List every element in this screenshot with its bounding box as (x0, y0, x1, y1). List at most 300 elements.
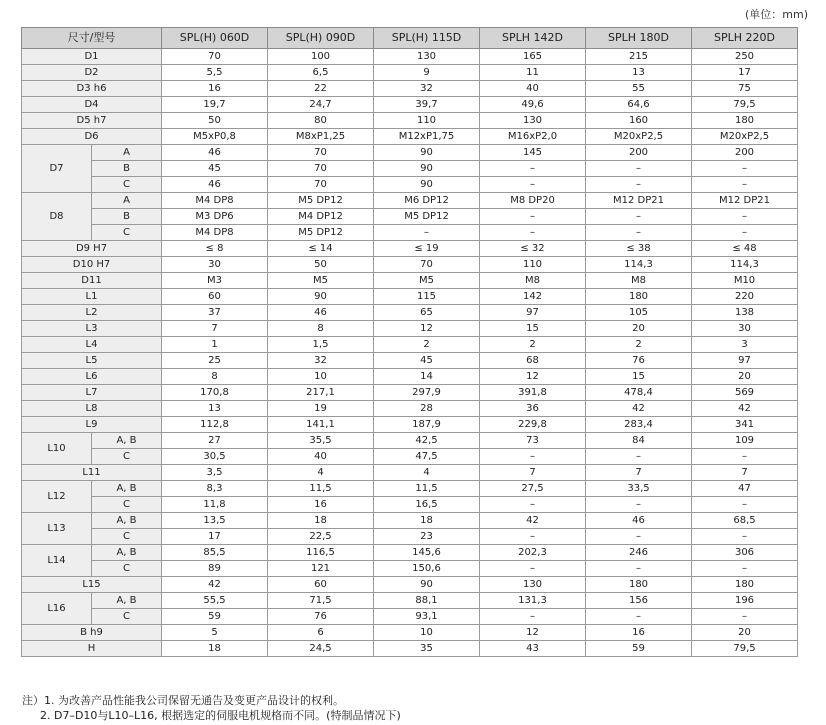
value-cell: M3 DP6 (162, 209, 268, 225)
value-cell: 180 (692, 577, 798, 593)
header-model-cell: SPL(H) 090D (268, 28, 374, 49)
row-sublabel-cell: A, B (92, 593, 162, 609)
value-cell: 79,5 (692, 97, 798, 113)
value-cell: 4 (268, 465, 374, 481)
row-sublabel-cell: A (92, 145, 162, 161)
value-cell: M5 DP12 (374, 209, 480, 225)
value-cell: 39,7 (374, 97, 480, 113)
value-cell: 5 (162, 625, 268, 641)
row-sublabel-cell: C (92, 177, 162, 193)
value-cell: – (692, 209, 798, 225)
row-label-cell: L13 (22, 513, 92, 545)
value-cell: 70 (162, 49, 268, 65)
value-cell: 10 (374, 625, 480, 641)
value-cell: 84 (586, 433, 692, 449)
value-cell: 15 (586, 369, 692, 385)
value-cell: 391,8 (480, 385, 586, 401)
value-cell: 246 (586, 545, 692, 561)
value-cell: M5xP0,8 (162, 129, 268, 145)
value-cell: 200 (586, 145, 692, 161)
value-cell: 32 (374, 81, 480, 97)
row-sublabel-cell: C (92, 497, 162, 513)
value-cell: 569 (692, 385, 798, 401)
value-cell: 16 (162, 81, 268, 97)
value-cell: 75 (692, 81, 798, 97)
value-cell: 70 (268, 177, 374, 193)
header-model-cell: SPLH 142D (480, 28, 586, 49)
table-row (22, 449, 798, 465)
value-cell: 71,5 (268, 593, 374, 609)
value-cell: – (480, 497, 586, 513)
row-label-cell: D5 h7 (22, 113, 162, 129)
table-row (22, 145, 798, 161)
value-cell: 11,5 (268, 481, 374, 497)
row-sublabel-cell: C (92, 609, 162, 625)
value-cell: 89 (162, 561, 268, 577)
row-label-cell: D2 (22, 65, 162, 81)
value-cell: – (480, 529, 586, 545)
row-sublabel-cell: C (92, 449, 162, 465)
row-label-cell: D6 (22, 129, 162, 145)
header-corner-cell: 尺寸/型号 (22, 28, 162, 49)
value-cell: 5,5 (162, 65, 268, 81)
value-cell: 116,5 (268, 545, 374, 561)
row-label-cell: L4 (22, 337, 162, 353)
table-row (22, 433, 798, 449)
value-cell: M12xP1,75 (374, 129, 480, 145)
value-cell: 7 (692, 465, 798, 481)
value-cell: – (586, 529, 692, 545)
value-cell: 19 (268, 401, 374, 417)
value-cell: 90 (374, 145, 480, 161)
table-row (22, 225, 798, 241)
value-cell: 20 (692, 369, 798, 385)
value-cell: 85,5 (162, 545, 268, 561)
value-cell: 19,7 (162, 97, 268, 113)
row-label-cell: B h9 (22, 625, 162, 641)
value-cell: – (480, 561, 586, 577)
table-row (22, 353, 798, 369)
value-cell: 130 (480, 577, 586, 593)
value-cell: 283,4 (586, 417, 692, 433)
value-cell: 109 (692, 433, 798, 449)
value-cell: 80 (268, 113, 374, 129)
value-cell: 165 (480, 49, 586, 65)
value-cell: M16xP2,0 (480, 129, 586, 145)
value-cell: 9 (374, 65, 480, 81)
row-label-cell: L1 (22, 289, 162, 305)
value-cell: 2 (480, 337, 586, 353)
unit-label: (单位：mm) (744, 8, 808, 21)
value-cell: M5 DP12 (268, 225, 374, 241)
header-model-cell: SPL(H) 060D (162, 28, 268, 49)
value-cell: 187,9 (374, 417, 480, 433)
value-cell: 105 (586, 305, 692, 321)
value-cell: 43 (480, 641, 586, 657)
value-cell: 46 (268, 305, 374, 321)
value-cell: 130 (480, 113, 586, 129)
table-row (22, 177, 798, 193)
value-cell: M5 (374, 273, 480, 289)
value-cell: 156 (586, 593, 692, 609)
value-cell: 35,5 (268, 433, 374, 449)
row-sublabel-cell: A, B (92, 433, 162, 449)
row-label-cell: L3 (22, 321, 162, 337)
value-cell: 229,8 (480, 417, 586, 433)
value-cell: 17 (162, 529, 268, 545)
value-cell: 46 (162, 177, 268, 193)
value-cell: 46 (162, 145, 268, 161)
value-cell: 15 (480, 321, 586, 337)
value-cell: ≤ 19 (374, 241, 480, 257)
value-cell: 1 (162, 337, 268, 353)
value-cell: 46 (586, 513, 692, 529)
value-cell: – (480, 449, 586, 465)
value-cell: 100 (268, 49, 374, 65)
row-sublabel-cell: C (92, 225, 162, 241)
row-label-cell: D8 (22, 193, 92, 241)
row-label-cell: L12 (22, 481, 92, 513)
value-cell: 25 (162, 353, 268, 369)
table-row (22, 289, 798, 305)
value-cell: – (692, 497, 798, 513)
row-sublabel-cell: C (92, 561, 162, 577)
value-cell: – (692, 161, 798, 177)
table-row (22, 497, 798, 513)
value-cell: 79,5 (692, 641, 798, 657)
value-cell: 2 (586, 337, 692, 353)
value-cell: 24,5 (268, 641, 374, 657)
value-cell: 93,1 (374, 609, 480, 625)
table-row (22, 129, 798, 145)
value-cell: 35 (374, 641, 480, 657)
value-cell: – (480, 161, 586, 177)
value-cell: M20xP2,5 (692, 129, 798, 145)
value-cell: 50 (162, 113, 268, 129)
row-label-cell: L16 (22, 593, 92, 625)
table-row (22, 337, 798, 353)
value-cell: 121 (268, 561, 374, 577)
table-row (22, 273, 798, 289)
value-cell: M3 (162, 273, 268, 289)
value-cell: 180 (586, 577, 692, 593)
value-cell: 145,6 (374, 545, 480, 561)
value-cell: 138 (692, 305, 798, 321)
table-row (22, 529, 798, 545)
value-cell: 341 (692, 417, 798, 433)
value-cell: 11 (480, 65, 586, 81)
value-cell: 90 (374, 177, 480, 193)
value-cell: 68 (480, 353, 586, 369)
value-cell: 11,8 (162, 497, 268, 513)
value-cell: 16 (268, 497, 374, 513)
value-cell: M12 DP21 (692, 193, 798, 209)
value-cell: 141,1 (268, 417, 374, 433)
row-label-cell: L7 (22, 385, 162, 401)
table-row (22, 369, 798, 385)
value-cell: 55 (586, 81, 692, 97)
value-cell: 20 (692, 625, 798, 641)
table-row (22, 401, 798, 417)
table-row (22, 545, 798, 561)
value-cell: – (692, 225, 798, 241)
value-cell: – (586, 177, 692, 193)
value-cell: – (692, 529, 798, 545)
value-cell: 7 (586, 465, 692, 481)
value-cell: 200 (692, 145, 798, 161)
value-cell: – (692, 449, 798, 465)
row-sublabel-cell: C (92, 529, 162, 545)
value-cell: 45 (162, 161, 268, 177)
footnotes (22, 693, 401, 723)
table-row (22, 305, 798, 321)
value-cell: 3 (692, 337, 798, 353)
value-cell: 110 (480, 257, 586, 273)
value-cell: 13 (162, 401, 268, 417)
value-cell: M4 DP8 (162, 193, 268, 209)
table-row (22, 321, 798, 337)
value-cell: 4 (374, 465, 480, 481)
row-sublabel-cell: B (92, 209, 162, 225)
value-cell: M8xP1,25 (268, 129, 374, 145)
value-cell: 70 (374, 257, 480, 273)
table-row (22, 417, 798, 433)
value-cell: 2 (374, 337, 480, 353)
value-cell: 68,5 (692, 513, 798, 529)
value-cell: 3,5 (162, 465, 268, 481)
value-cell: 1,5 (268, 337, 374, 353)
value-cell: 64,6 (586, 97, 692, 113)
value-cell: 297,9 (374, 385, 480, 401)
value-cell: 16 (586, 625, 692, 641)
row-sublabel-cell: A, B (92, 513, 162, 529)
value-cell: M20xP2,5 (586, 129, 692, 145)
value-cell: 13,5 (162, 513, 268, 529)
value-cell: 90 (374, 161, 480, 177)
value-cell: 114,3 (692, 257, 798, 273)
value-cell: 8 (162, 369, 268, 385)
value-cell: 478,4 (586, 385, 692, 401)
value-cell: 42 (480, 513, 586, 529)
value-cell: 22 (268, 81, 374, 97)
value-cell: – (586, 609, 692, 625)
value-cell: 11,5 (374, 481, 480, 497)
value-cell: 145 (480, 145, 586, 161)
value-cell: 45 (374, 353, 480, 369)
row-label-cell: L14 (22, 545, 92, 577)
value-cell: 150,6 (374, 561, 480, 577)
header-model-cell: SPLH 220D (692, 28, 798, 49)
table-row (22, 481, 798, 497)
value-cell: 24,7 (268, 97, 374, 113)
value-cell: 60 (268, 577, 374, 593)
value-cell: 50 (268, 257, 374, 273)
value-cell: 47,5 (374, 449, 480, 465)
row-label-cell: D11 (22, 273, 162, 289)
value-cell: – (374, 225, 480, 241)
value-cell: 47 (692, 481, 798, 497)
row-label-cell: D10 H7 (22, 257, 162, 273)
value-cell: 180 (692, 113, 798, 129)
value-cell: 30 (692, 321, 798, 337)
value-cell: 6 (268, 625, 374, 641)
value-cell: 217,1 (268, 385, 374, 401)
value-cell: M4 DP8 (162, 225, 268, 241)
value-cell: 7 (480, 465, 586, 481)
value-cell: 142 (480, 289, 586, 305)
table-row (22, 641, 798, 657)
value-cell: 60 (162, 289, 268, 305)
value-cell: 40 (480, 81, 586, 97)
value-cell: 88,1 (374, 593, 480, 609)
value-cell: 76 (268, 609, 374, 625)
value-cell: 131,3 (480, 593, 586, 609)
value-cell: 160 (586, 113, 692, 129)
value-cell: M5 (268, 273, 374, 289)
value-cell: 97 (692, 353, 798, 369)
value-cell: 36 (480, 401, 586, 417)
table-row (22, 65, 798, 81)
value-cell: 112,8 (162, 417, 268, 433)
value-cell: 42,5 (374, 433, 480, 449)
value-cell: 76 (586, 353, 692, 369)
row-label-cell: H (22, 641, 162, 657)
value-cell: 18 (162, 641, 268, 657)
value-cell: ≤ 8 (162, 241, 268, 257)
value-cell: 49,6 (480, 97, 586, 113)
value-cell: – (480, 609, 586, 625)
value-cell: 13 (586, 65, 692, 81)
value-cell: M8 (586, 273, 692, 289)
value-cell: – (586, 449, 692, 465)
value-cell: 42 (586, 401, 692, 417)
value-cell: 59 (162, 609, 268, 625)
value-cell: 220 (692, 289, 798, 305)
value-cell: 18 (374, 513, 480, 529)
table-row (22, 577, 798, 593)
value-cell: 215 (586, 49, 692, 65)
row-sublabel-cell: A, B (92, 545, 162, 561)
value-cell: ≤ 48 (692, 241, 798, 257)
value-cell: 114,3 (586, 257, 692, 273)
row-sublabel-cell: B (92, 161, 162, 177)
row-label-cell: L6 (22, 369, 162, 385)
value-cell: – (480, 177, 586, 193)
value-cell: 23 (374, 529, 480, 545)
row-label-cell: L8 (22, 401, 162, 417)
value-cell: M8 DP20 (480, 193, 586, 209)
value-cell: 55,5 (162, 593, 268, 609)
value-cell: 90 (268, 289, 374, 305)
table-row (22, 209, 798, 225)
value-cell: M10 (692, 273, 798, 289)
value-cell: 65 (374, 305, 480, 321)
table-row (22, 625, 798, 641)
value-cell: – (480, 225, 586, 241)
table-row (22, 97, 798, 113)
value-cell: 28 (374, 401, 480, 417)
header-model-cell: SPL(H) 115D (374, 28, 480, 49)
value-cell: – (586, 497, 692, 513)
table-row (22, 113, 798, 129)
dimension-table (21, 27, 798, 657)
footnote-1: 注）1. 为改善产品性能我公司保留无通告及变更产品设计的权利。 (22, 694, 344, 707)
value-cell: 27,5 (480, 481, 586, 497)
table-row (22, 513, 798, 529)
value-cell: M12 DP21 (586, 193, 692, 209)
row-label-cell: D1 (22, 49, 162, 65)
value-cell: – (586, 225, 692, 241)
value-cell: 30 (162, 257, 268, 273)
value-cell: 130 (374, 49, 480, 65)
table-row (22, 609, 798, 625)
value-cell: 196 (692, 593, 798, 609)
table-row (22, 257, 798, 273)
table-row (22, 81, 798, 97)
value-cell: 73 (480, 433, 586, 449)
value-cell: 16,5 (374, 497, 480, 513)
value-cell: 115 (374, 289, 480, 305)
footnote-2: 2. D7–D10与L10–L16, 根据选定的伺服电机规格而不同。(特制品情况下) (40, 709, 401, 722)
value-cell: ≤ 38 (586, 241, 692, 257)
table-row (22, 161, 798, 177)
table-header-row (22, 28, 798, 49)
row-label-cell: D4 (22, 97, 162, 113)
value-cell: M6 DP12 (374, 193, 480, 209)
value-cell: 14 (374, 369, 480, 385)
value-cell: 22,5 (268, 529, 374, 545)
row-label-cell: D3 h6 (22, 81, 162, 97)
value-cell: 8 (268, 321, 374, 337)
value-cell: 7 (162, 321, 268, 337)
value-cell: 33,5 (586, 481, 692, 497)
value-cell: 18 (268, 513, 374, 529)
value-cell: 32 (268, 353, 374, 369)
row-label-cell: D7 (22, 145, 92, 193)
value-cell: 37 (162, 305, 268, 321)
row-sublabel-cell: A (92, 193, 162, 209)
value-cell: – (692, 561, 798, 577)
value-cell: – (586, 209, 692, 225)
row-label-cell: L2 (22, 305, 162, 321)
row-label-cell: L11 (22, 465, 162, 481)
table-row (22, 241, 798, 257)
value-cell: M4 DP12 (268, 209, 374, 225)
value-cell: 10 (268, 369, 374, 385)
value-cell: – (586, 561, 692, 577)
value-cell: 6,5 (268, 65, 374, 81)
table-row (22, 385, 798, 401)
value-cell: 27 (162, 433, 268, 449)
value-cell: 12 (480, 369, 586, 385)
value-cell: 70 (268, 145, 374, 161)
value-cell: 20 (586, 321, 692, 337)
table-body (22, 49, 798, 657)
row-label-cell: L9 (22, 417, 162, 433)
value-cell: 17 (692, 65, 798, 81)
value-cell: 250 (692, 49, 798, 65)
value-cell: 12 (374, 321, 480, 337)
value-cell: ≤ 14 (268, 241, 374, 257)
row-label-cell: L15 (22, 577, 162, 593)
value-cell: 8,3 (162, 481, 268, 497)
table-row (22, 49, 798, 65)
value-cell: – (586, 161, 692, 177)
value-cell: – (480, 209, 586, 225)
value-cell: 42 (162, 577, 268, 593)
header-model-cell: SPLH 180D (586, 28, 692, 49)
value-cell: 110 (374, 113, 480, 129)
